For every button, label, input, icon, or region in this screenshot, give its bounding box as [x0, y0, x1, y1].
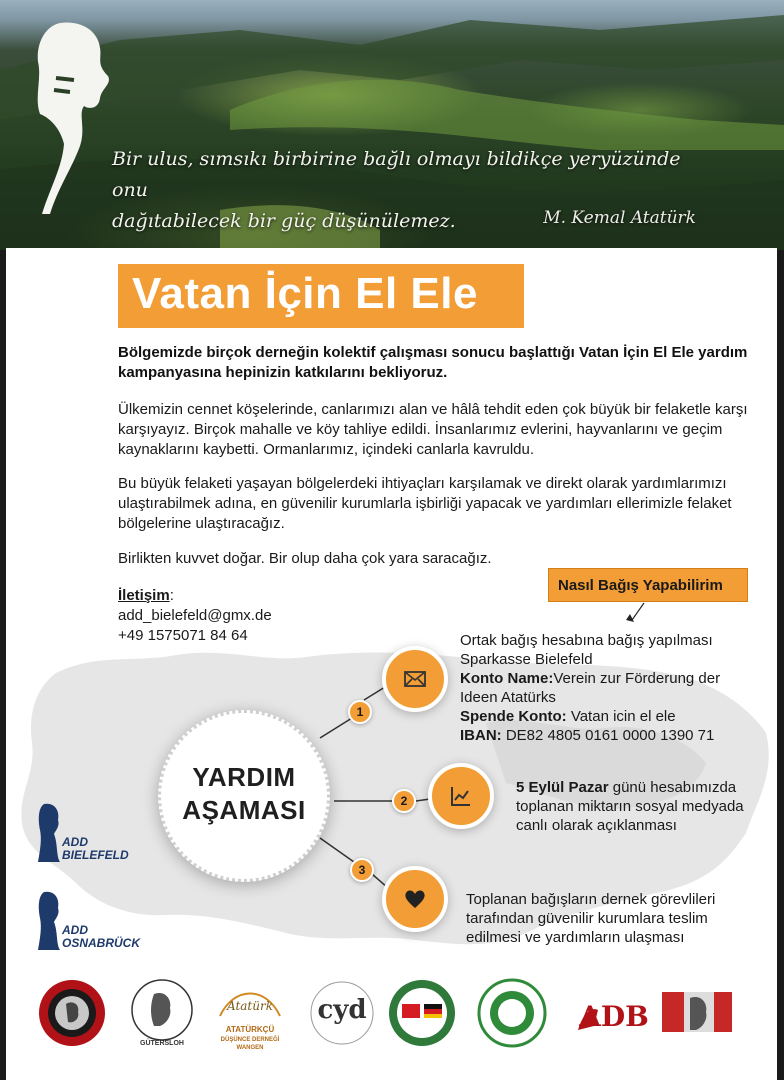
- add-osnabruck-logo: ADD OSNABRÜCK: [36, 888, 136, 958]
- contact-block: İletişim: add_bielefeld@gmx.de +49 1575071 84 64: [118, 587, 272, 644]
- quote-line-1: Bir ulus, sımsıkı birbirine bağlı olmayı bildikçe yeryüzünde onu: [112, 148, 681, 201]
- contact-phone[interactable]: +49 1575071 84 64: [118, 627, 248, 644]
- intro-text: Bölgemizde birçok derneğin kolektif çalışması sonucu başlattığı Vatan İçin El Ele yardım kampanyasına hepinizin katkılarını bekliyoruz.: [118, 344, 748, 381]
- partner-logo-5: [386, 976, 458, 1050]
- flyer-page: [6, 248, 777, 1080]
- paragraph-1: Ülkemizin cennet köşelerinde, canlarımızı alan ve hâlâ tehdit eden çok büyük bir felaketle karşı karşıyayız. Birçok mahalle ve köy tahliye edildi. İnsanlarımız evlerini, hayvanlarını ve geçim kaynaklarını kaybetti. Ormanlarımız, içindeki canlarla kavruldu.: [118, 401, 748, 458]
- help-stages-circle: [158, 710, 330, 882]
- help-stages-title: YARDIM AŞAMASI: [182, 762, 306, 825]
- step-3-icon-circle: [382, 866, 448, 932]
- partner-logo-6: [476, 976, 548, 1050]
- partner-logo-4: cyd: [306, 976, 378, 1050]
- step-1-icon-circle: [382, 646, 448, 712]
- how-to-donate-label: Nasıl Bağış Yapabilirim: [558, 577, 723, 594]
- hero-banner: [0, 0, 784, 250]
- step-1-text: Ortak bağış hesabına bağış yapılması Sparkasse Bielefeld Konto Name:Verein zur Förderung der Ideen Atatürks Spende Konto: Vatan icin el ele IBAN: DE82 4805 0161 0000 1390 71: [460, 632, 721, 744]
- chart-trend-icon: [449, 784, 473, 808]
- ataturk-silhouette: [20, 18, 115, 218]
- step-3-number: 3: [350, 858, 374, 882]
- step-1-number: 1: [348, 700, 372, 724]
- page-title: Vatan İçin El Ele: [132, 269, 478, 318]
- step-2-number: 2: [392, 789, 416, 813]
- paragraph-3: Birlikten kuvvet doğar. Bir olup daha çok yara saracağız.: [118, 550, 492, 567]
- partner-logo-2: GÜTERSLOH: [126, 976, 198, 1050]
- partner-logo-7: ADB: [564, 976, 636, 1050]
- envelope-icon: [403, 667, 427, 691]
- quote-author: M. Kemal Atatürk: [543, 208, 696, 228]
- partner-logo-3: Atatürk ATATÜRKÇÜ DÜŞÜNCE DERNEĞİ WANGEN: [214, 976, 286, 1050]
- ataturk-profile-icon: [36, 888, 62, 952]
- ataturk-profile-icon: [36, 800, 62, 864]
- step-3-text: Toplanan bağışların dernek görevlileri tarafından güvenilir kurumlara teslim edilmesi ve yardımların ulaşması: [466, 891, 716, 946]
- heart-icon: [403, 887, 427, 911]
- partner-logo-8: [656, 976, 728, 1050]
- partner-logo-1: [36, 976, 108, 1050]
- paragraph-2: Bu büyük felaketi yaşayan bölgelerdeki ihtiyaçları karşılamak ve direkt olarak yardımlarımızı ulaştırabilmek adına, en güvenilir kurumlarla işbirliği yapacak ve yardımları ellerimizle felaket bölgelerine ulaştıracağız.: [118, 475, 732, 532]
- step-2-icon-circle: [428, 763, 494, 829]
- contact-email[interactable]: add_bielefeld@gmx.de: [118, 607, 272, 624]
- contact-label: İletişim: [118, 587, 170, 604]
- partner-logos-row: [30, 976, 760, 1056]
- svg-text:Atatürk: Atatürk: [227, 999, 273, 1013]
- add-bielefeld-logo: ADD BIELEFELD: [36, 800, 136, 870]
- step-2-text: 5 Eylül Pazar günü hesabımızda toplanan miktarın sosyal medyada canlı olarak açıklanması: [516, 779, 744, 834]
- quote-line-2: dağıtabilecek bir güç düşünülemez.: [112, 210, 456, 232]
